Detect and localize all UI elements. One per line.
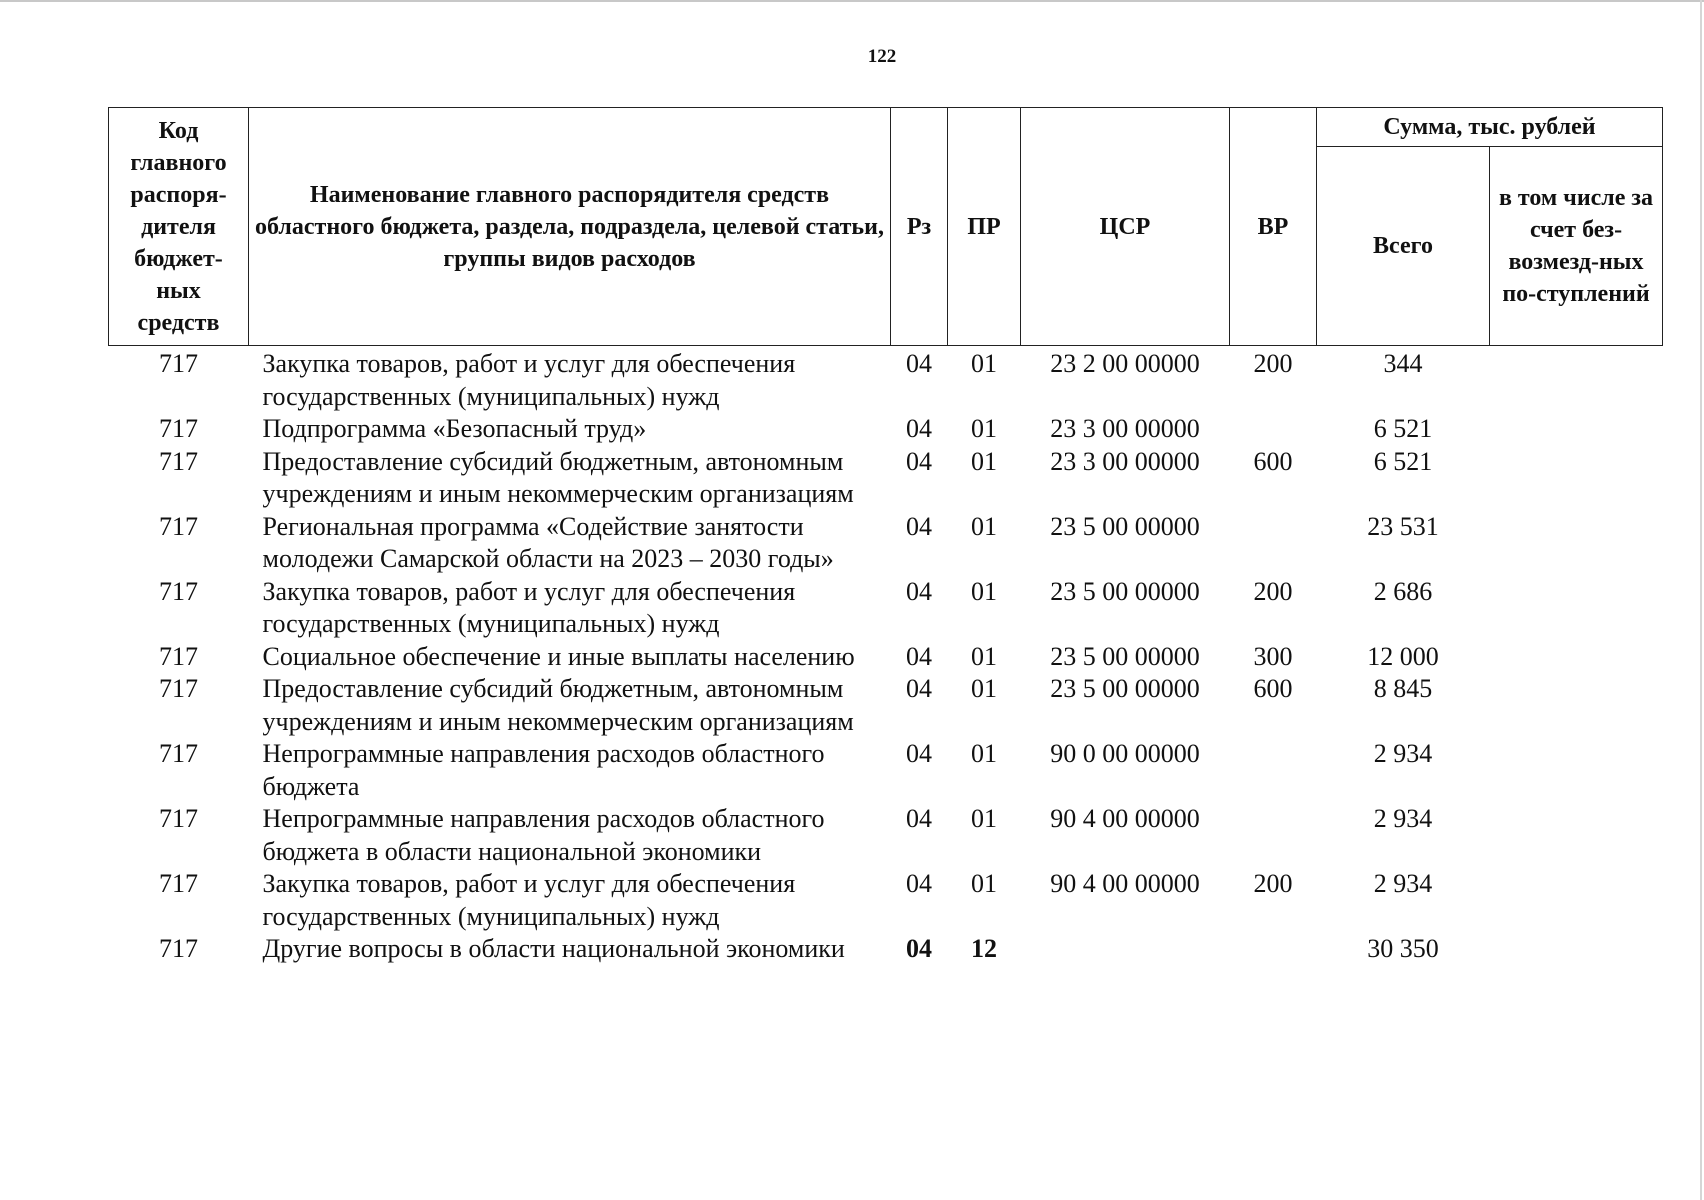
- cell-name: Закупка товаров, работ и услуг для обеспечения государственных (муниципальных) нужд: [262, 869, 796, 931]
- cell-vr: 200: [1253, 349, 1293, 378]
- page-number: 122: [867, 46, 897, 67]
- header-pr: ПР: [948, 108, 1021, 346]
- cell-pr: 01: [971, 869, 997, 898]
- cell-total: 8 845: [1373, 674, 1433, 703]
- header-code: Код главного распоря-дителя бюджет-ных средств: [109, 108, 249, 346]
- cell-rz: 04: [906, 934, 932, 963]
- cell-code: 717: [159, 934, 198, 963]
- cell-name: Закупка товаров, работ и услуг для обеспечения государственных (муниципальных) нужд: [262, 349, 796, 411]
- header-rz: Рз: [891, 108, 948, 346]
- cell-vr: 200: [1253, 576, 1293, 606]
- cell-code: 717: [159, 414, 198, 443]
- cell-csr: 23 5 00 00000: [1050, 511, 1200, 541]
- cell-csr: 23 2 00 00000: [1050, 349, 1200, 378]
- cell-vr: [1230, 933, 1317, 966]
- table-row: [109, 738, 1663, 803]
- cell-csr: 90 4 00 00000: [1050, 804, 1200, 833]
- budget-table: [108, 107, 1663, 966]
- cell-pr: 01: [971, 641, 997, 671]
- table-row: [109, 511, 1663, 576]
- cell-total: 6 521: [1373, 414, 1433, 443]
- cell-total: 6 521: [1373, 446, 1433, 476]
- cell-vr: [1230, 413, 1317, 446]
- cell-total: 2 934: [1373, 869, 1433, 898]
- table-row: [109, 446, 1663, 511]
- cell-code: 717: [159, 576, 198, 606]
- cell-csr: 23 3 00 00000: [1050, 446, 1200, 476]
- cell-csr: 23 3 00 00000: [1050, 414, 1200, 443]
- cell-gratuitous: [1490, 511, 1663, 576]
- cell-code: 717: [159, 641, 198, 671]
- cell-code: 717: [159, 674, 198, 703]
- cell-pr: 01: [971, 446, 997, 476]
- cell-code: 717: [159, 739, 198, 768]
- cell-gratuitous: [1490, 346, 1663, 414]
- cell-rz: 04: [906, 804, 932, 833]
- cell-pr: 01: [971, 739, 997, 768]
- cell-vr: 200: [1253, 869, 1293, 898]
- header-name: Наименование главного распорядителя средств областного бюджета, раздела, подраздела, целевой статьи, группы видов расходов: [249, 108, 891, 346]
- table-row: [109, 346, 1663, 414]
- cell-vr: 300: [1253, 641, 1293, 671]
- cell-name: Другие вопросы в области национальной экономики: [262, 934, 845, 963]
- table-body: [109, 346, 1663, 966]
- table-row: [109, 641, 1663, 674]
- cell-name: Социальное обеспечение и иные выплаты населению: [262, 641, 855, 671]
- cell-gratuitous: [1490, 738, 1663, 803]
- header-total: Всего: [1317, 147, 1490, 346]
- cell-total: 23 531: [1367, 511, 1439, 541]
- cell-code: 717: [159, 804, 198, 833]
- cell-name: Непрограммные направления расходов областного бюджета: [262, 739, 825, 801]
- cell-csr: 23 5 00 00000: [1050, 576, 1200, 606]
- header-csr: ЦСР: [1021, 108, 1230, 346]
- cell-name: Подпрограмма «Безопасный труд»: [262, 414, 647, 443]
- cell-code: 717: [159, 511, 198, 541]
- cell-rz: 04: [906, 739, 932, 768]
- cell-total: 344: [1383, 349, 1423, 378]
- cell-rz: 04: [906, 511, 932, 541]
- cell-gratuitous: [1490, 868, 1663, 933]
- cell-rz: 04: [906, 576, 932, 606]
- cell-rz: 04: [906, 349, 932, 378]
- cell-pr: 12: [971, 934, 997, 963]
- cell-csr: 90 0 00 00000: [1050, 739, 1200, 768]
- cell-name: Непрограммные направления расходов областного бюджета в области национальной экономики: [262, 804, 825, 866]
- cell-csr: 23 5 00 00000: [1050, 674, 1200, 703]
- cell-gratuitous: [1490, 413, 1663, 446]
- cell-gratuitous: [1490, 933, 1663, 966]
- cell-rz: 04: [906, 869, 932, 898]
- table-row: [109, 673, 1663, 738]
- cell-gratuitous: [1490, 673, 1663, 738]
- cell-pr: 01: [971, 674, 997, 703]
- cell-code: 717: [159, 869, 198, 898]
- table-row: [109, 868, 1663, 933]
- cell-total: 2 934: [1373, 804, 1433, 833]
- cell-csr: 90 4 00 00000: [1050, 869, 1200, 898]
- cell-name: Предоставление субсидий бюджетным, автономным учреждениям и иным некоммерческим организациям: [262, 674, 854, 736]
- cell-gratuitous: [1490, 576, 1663, 641]
- cell-csr: 23 5 00 00000: [1050, 641, 1200, 671]
- cell-rz: 04: [906, 446, 932, 476]
- page-edge-top: [0, 0, 1704, 2]
- cell-code: 717: [159, 446, 198, 476]
- cell-total: 2 934: [1373, 739, 1433, 768]
- cell-vr: [1230, 511, 1317, 576]
- cell-csr: [1021, 933, 1230, 966]
- cell-vr: [1230, 803, 1317, 868]
- cell-pr: 01: [971, 511, 997, 541]
- cell-total: 12 000: [1367, 641, 1439, 671]
- table-row: [109, 576, 1663, 641]
- cell-vr: 600: [1253, 446, 1293, 476]
- cell-name: Предоставление субсидий бюджетным, автономным учреждениям и иным некоммерческим организациям: [262, 446, 854, 508]
- header-gratuitous: в том числе за счет без-возмезд-ных по-ступлений: [1490, 147, 1663, 346]
- cell-code: 717: [159, 349, 198, 378]
- table-row: [109, 803, 1663, 868]
- cell-total: 2 686: [1373, 576, 1433, 606]
- cell-gratuitous: [1490, 641, 1663, 674]
- cell-pr: 01: [971, 804, 997, 833]
- cell-name: Региональная программа «Содействие занятости молодежи Самарской области на 2023 – 2030 годы»: [262, 511, 834, 573]
- cell-rz: 04: [906, 641, 932, 671]
- cell-vr: 600: [1253, 674, 1293, 703]
- cell-vr: [1230, 738, 1317, 803]
- cell-pr: 01: [971, 349, 997, 378]
- header-vr: ВР: [1230, 108, 1317, 346]
- cell-name: Закупка товаров, работ и услуг для обеспечения государственных (муниципальных) нужд: [262, 576, 796, 638]
- cell-pr: 01: [971, 576, 997, 606]
- table-row: [109, 413, 1663, 446]
- cell-gratuitous: [1490, 446, 1663, 511]
- cell-rz: 04: [906, 414, 932, 443]
- cell-pr: 01: [971, 414, 997, 443]
- cell-rz: 04: [906, 674, 932, 703]
- cell-total: 30 350: [1367, 934, 1439, 963]
- table-row: [109, 933, 1663, 966]
- cell-gratuitous: [1490, 803, 1663, 868]
- page-edge-right: [1700, 0, 1702, 1200]
- header-sum: Сумма, тыс. рублей: [1317, 108, 1663, 147]
